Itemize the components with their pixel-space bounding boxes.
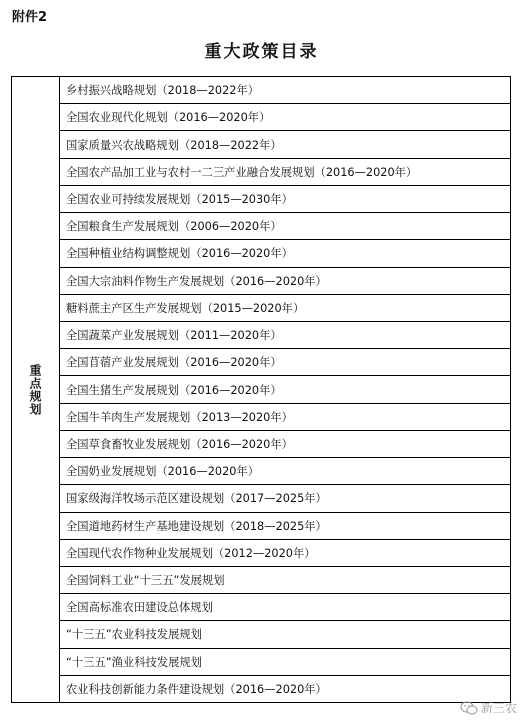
wechat-icon (460, 701, 478, 715)
policy-row: 全国草食畜牧业发展规划（2016—2020年） (60, 431, 510, 458)
policy-row: 全国饲料工业“十三五”发展规划 (60, 567, 510, 594)
policy-row: 全国种植业结构调整规划（2016—2020年） (60, 240, 510, 267)
policy-row: 全国现代农作物种业发展规划（2012—2020年） (60, 540, 510, 567)
policy-row: 全国牛羊肉生产发展规划（2013—2020年） (60, 404, 510, 431)
policy-row: 乡村振兴战略规划（2018—2022年） (60, 77, 510, 104)
page-title: 重大政策目录 (204, 42, 319, 62)
policy-row: 糖料蔗主产区生产发展规划（2015—2020年） (60, 295, 510, 322)
policy-row: 全国高标准农田建设总体规划 (60, 594, 510, 621)
policy-row: 全国生猪生产发展规划（2016—2020年） (60, 376, 510, 403)
policy-list (60, 77, 510, 702)
policy-row: 国家质量兴农战略规划（2018—2022年） (60, 131, 510, 158)
policy-table (11, 76, 511, 703)
attachment-label: 附件2 (12, 10, 48, 25)
policy-row: 全国道地药材生产基地建设规划（2018—2025年） (60, 513, 510, 540)
policy-row: 全国农产品加工业与农村一二三产业融合发展规划（2016—2020年） (60, 159, 510, 186)
watermark-text: 新三农 (480, 701, 517, 715)
policy-row: 全国大宗油料作物生产发展规划（2016—2020年） (60, 268, 510, 295)
policy-row: 全国奶业发展规划（2016—2020年） (60, 458, 510, 485)
policy-row: 全国蔬菜产业发展规划（2011—2020年） (60, 322, 510, 349)
policy-row: 国家级海洋牧场示范区建设规划（2017—2025年） (60, 485, 510, 512)
policy-row: 全国粮食生产发展规划（2006—2020年） (60, 213, 510, 240)
policy-row: 农业科技创新能力条件建设规划（2016—2020年） (66, 682, 327, 696)
policy-row: 全国农业可持续发展规划（2015—2030年） (60, 186, 510, 213)
policy-row: “十三五”渔业科技发展规划 (60, 649, 510, 676)
policy-row: 全国苜蓿产业发展规划（2016—2020年） (60, 349, 510, 376)
category-cell (12, 77, 60, 702)
watermark (460, 699, 517, 716)
policy-row: 全国农业现代化规划（2016—2020年） (60, 104, 510, 131)
category-label: 重点规划 (28, 363, 42, 416)
policy-row: “十三五”农业科技发展规划 (60, 621, 510, 648)
